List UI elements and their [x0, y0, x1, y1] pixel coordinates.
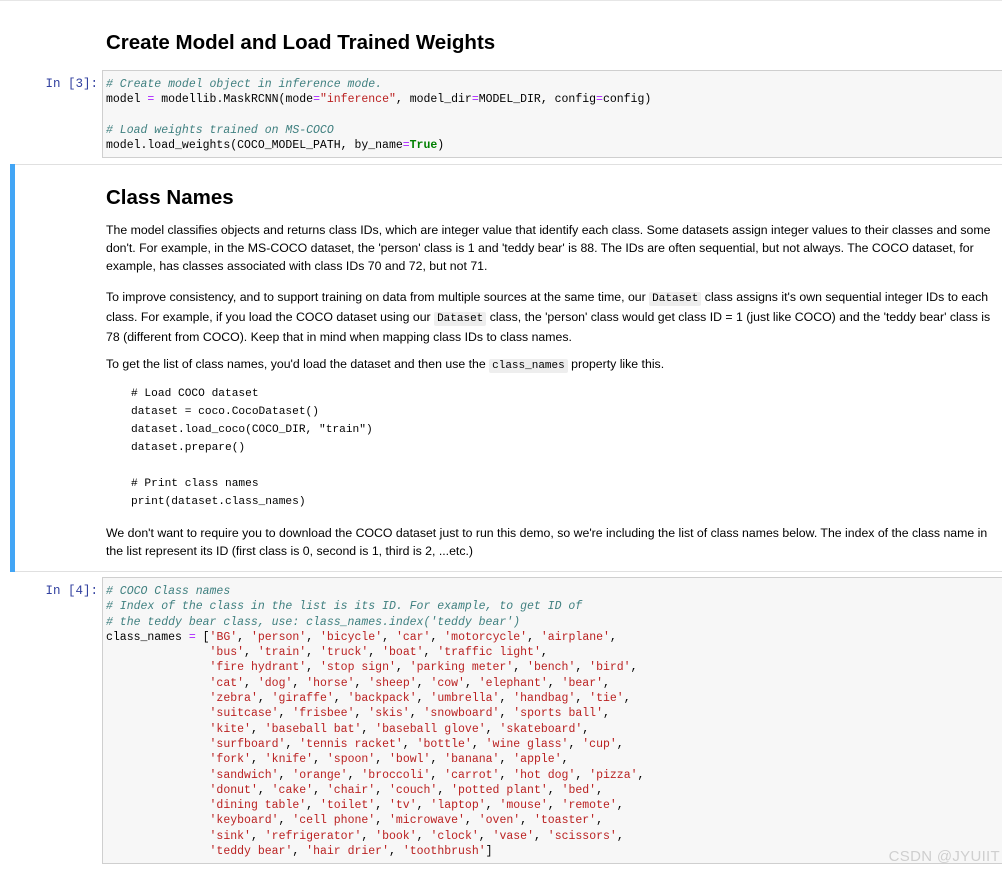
- class-name-string: 'handbag': [513, 692, 576, 706]
- class-name-string: 'teddy bear': [209, 845, 293, 859]
- class-name-string: 'remote': [561, 799, 617, 813]
- class-name-string: 'keyboard': [209, 814, 279, 828]
- class-name-string: 'carrot': [444, 768, 500, 782]
- class-name-string: 'snowboard': [423, 707, 500, 721]
- cell-prompt-3: In [3]:: [45, 77, 98, 91]
- class-name-string: 'toaster': [533, 814, 597, 828]
- class-name-string: 'sandwich': [209, 768, 279, 782]
- class-name-string: 'boat': [382, 646, 424, 660]
- code-line: 'donut', 'cake', 'chair', 'couch', 'potted plant', 'bed',: [209, 783, 610, 797]
- class-name-string: 'surfboard': [209, 737, 286, 751]
- class-name-string: 'frisbee': [292, 707, 355, 721]
- class-name-string: 'oven': [478, 814, 521, 828]
- class-name-string: 'elephant': [478, 676, 548, 690]
- code-line: 'sink', 'refrigerator', 'book', 'clock', 'vase', 'scissors',: [209, 829, 631, 843]
- code-line: 'dining table', 'toilet', 'tv', 'laptop', 'mouse', 'remote',: [209, 799, 631, 813]
- class-name-string: 'suitcase': [209, 707, 279, 721]
- class-name-string: 'person': [250, 630, 307, 644]
- code-line: 'surfboard', 'tennis racket', 'bottle', 'wine glass', 'cup',: [209, 737, 631, 751]
- class-name-string: 'bird': [589, 661, 631, 675]
- class-name-string: 'horse': [306, 676, 355, 690]
- class-name-string: 'microwave': [389, 814, 465, 828]
- class-name-string: 'stop sign': [319, 661, 396, 675]
- class-name-string: 'book': [375, 829, 417, 843]
- class-name-string: 'sink': [209, 829, 251, 843]
- cell-prompt-4: In [4]:: [45, 584, 98, 598]
- class-name-string: 'vase': [492, 829, 534, 843]
- class-name-string: 'bicycle': [320, 630, 383, 644]
- code-line: # Create model object in inference mode.: [106, 78, 383, 91]
- class-name-string: 'toilet': [319, 799, 376, 813]
- code-line: dataset = coco.CocoDataset(): [131, 406, 319, 418]
- class-name-string: 'dining table': [209, 799, 307, 813]
- class-name-string: 'refrigerator': [264, 829, 362, 843]
- class-name-string: 'umbrella': [430, 692, 500, 706]
- class-name-string: 'orange': [292, 768, 348, 782]
- paragraph-text: We don't want to require you to download the COCO dataset just to run this demo, so we're including the list of class names below. The index of the class name in the list represent its ID (first class is 0, second is 1, third is 2, ...etc.): [106, 526, 988, 559]
- code-cell-4[interactable]: [102, 577, 1002, 864]
- code-line: print(dataset.class_names): [131, 496, 306, 508]
- class-name-string: 'hot dog': [513, 768, 576, 782]
- code-line: model = modellib.MaskRCNN(mode="inference", model_dir=MODEL_DIR, config=config): [106, 93, 652, 107]
- class-name-string: 'broccoli': [361, 768, 431, 782]
- inline-code: Dataset: [434, 312, 486, 326]
- code-line: 'zebra', 'giraffe', 'backpack', 'umbrella', 'handbag', 'tie',: [209, 692, 638, 706]
- class-name-string: 'clock': [430, 829, 479, 843]
- code-line: 'bus', 'train', 'truck', 'boat', 'traffic light',: [209, 646, 555, 660]
- code-line: dataset.prepare(): [131, 442, 246, 454]
- class-name-string: 'potted plant': [451, 783, 548, 797]
- markdown-cell-class-names[interactable]: [106, 186, 996, 210]
- class-name-string: 'parking meter': [409, 661, 514, 675]
- class-name-string: 'zebra': [209, 692, 258, 706]
- paragraph: [106, 355, 996, 375]
- paragraph: [106, 524, 996, 560]
- class-name-string: 'apple': [513, 753, 562, 767]
- class-name-string: 'dog': [257, 676, 293, 690]
- code-line: # Load COCO dataset: [131, 388, 259, 400]
- class-name-string: 'baseball bat': [264, 722, 362, 736]
- class-name-string: 'bed': [561, 783, 597, 797]
- code-line: 'sandwich', 'orange', 'broccoli', 'carrot', 'hot dog', 'pizza',: [209, 768, 652, 782]
- class-name-string: 'bottle': [416, 737, 472, 751]
- code-line: # Index of the class in the list is its ID. For example, to get ID of: [106, 600, 583, 614]
- selected-cell-indicator: [10, 164, 15, 572]
- class-name-string: 'cat': [209, 676, 245, 690]
- paragraph-text: To get the list of class names, you'd load the dataset and then use the class_names property like this.: [106, 357, 665, 372]
- inline-code: class_names: [489, 359, 568, 373]
- code-line: # COCO Class names: [106, 585, 231, 598]
- class-name-string: 'fire hydrant': [209, 661, 307, 675]
- code-line: # the teddy bear class, use: class_names.index('teddy bear'): [106, 615, 521, 629]
- class-name-string: 'cup': [582, 737, 617, 751]
- code-line: 'keyboard', 'cell phone', 'microwave', 'oven', 'toaster',: [209, 814, 610, 828]
- class-name-string: 'wine glass': [485, 737, 569, 751]
- class-name-string: 'tie': [589, 692, 624, 706]
- class-name-string: 'mouse': [499, 799, 548, 813]
- code-line: # Load weights trained on MS-COCO: [106, 123, 334, 137]
- class-name-string: 'baseball glove': [375, 722, 486, 736]
- code-line: # Print class names: [131, 478, 259, 490]
- class-name-string: 'sheep': [368, 676, 417, 690]
- code-cell-3[interactable]: [102, 70, 1002, 158]
- class-name-string: 'pizza': [589, 768, 638, 782]
- section-title: Create Model and Load Trained Weights: [106, 31, 496, 54]
- class-name-string: 'skis': [368, 707, 410, 721]
- class-name-string: 'bear': [561, 676, 604, 690]
- code-line: class_names = ['BG', 'person', 'bicycle', 'car', 'motorcycle', 'airplane',: [106, 630, 624, 644]
- class-name-string: 'spoon': [326, 753, 376, 767]
- code-line: [131, 457, 373, 475]
- watermark: CSDN @JYUIIT: [888, 848, 1000, 865]
- class-name-string: 'sports ball': [513, 707, 603, 721]
- class-name-string: 'scissors': [547, 829, 617, 843]
- class-name-string: 'airplane': [540, 630, 610, 644]
- class-name-string: 'kite': [209, 722, 251, 736]
- class-name-string: 'donut': [209, 783, 258, 797]
- class-name-string: 'bowl': [389, 753, 431, 767]
- class-name-string: 'couch': [389, 783, 438, 797]
- class-name-string: 'skateboard': [499, 722, 583, 736]
- markdown-cell-section1[interactable]: [106, 31, 996, 55]
- class-name-string: 'train': [257, 646, 307, 660]
- class-name-string: 'tennis racket': [299, 737, 403, 751]
- code-line: 'fork', 'knife', 'spoon', 'bowl', 'banana', 'apple',: [209, 753, 576, 767]
- code-line: [106, 108, 1002, 123]
- paragraph-text: The model classifies objects and returns class IDs, which are integer value that identify each class. Some datasets assign integer values to their classes and some don't. For example, in the MS-COCO dataset, the 'person' class is 1 and 'teddy bear' is 88. The IDs are often sequential, but not always. The COCO dataset, for example, has classes associated with class IDs 70 and 72, but not 71.: [106, 223, 991, 274]
- class-name-string: 'fork': [209, 753, 251, 767]
- code-line: 'suitcase', 'frisbee', 'skis', 'snowboard', 'sports ball',: [209, 707, 617, 721]
- class-name-string: 'backpack': [347, 692, 417, 706]
- top-divider: [0, 0, 1002, 1]
- class-name-string: 'toothbrush': [402, 845, 486, 859]
- class-name-string: 'cow': [430, 676, 465, 690]
- section-title: Class Names: [106, 186, 234, 209]
- class-name-string: 'hair drier': [306, 845, 389, 859]
- class-name-string: 'bus': [209, 646, 245, 660]
- class-name-string: 'tv': [389, 799, 417, 813]
- paragraph: [106, 221, 996, 276]
- class-name-string: 'truck': [319, 646, 369, 660]
- inline-code: Dataset: [649, 292, 701, 306]
- class-name-string: 'laptop': [430, 799, 486, 813]
- code-example-block: [131, 385, 373, 511]
- class-name-string: 'banana': [444, 753, 500, 767]
- class-name-string: 'giraffe': [271, 692, 334, 706]
- paragraph: [106, 288, 996, 347]
- code-line: 'kite', 'baseball bat', 'baseball glove', 'skateboard',: [209, 722, 597, 736]
- code-line: 'fire hydrant', 'stop sign', 'parking meter', 'bench', 'bird',: [209, 661, 645, 675]
- class-name-string: 'traffic light': [437, 646, 541, 660]
- class-name-string: 'car': [395, 630, 431, 644]
- paragraph-text: To improve consistency, and to support training on data from multiple sources at the same time, our Dataset class assigns it's own sequential integer IDs to each class. For example, if you load the COCO dataset using our Dataset class, the 'person' class would get class ID = 1 (just like COCO) and the 'teddy bear' class is 78 (different from COCO). Keep that in mind when mapping class IDs to class names.: [106, 290, 991, 345]
- code-line: 'cat', 'dog', 'horse', 'sheep', 'cow', 'elephant', 'bear',: [209, 676, 617, 690]
- code-line: dataset.load_coco(COCO_DIR, "train"): [131, 424, 373, 436]
- class-name-string: 'chair': [326, 783, 376, 797]
- class-name-string: 'cell phone': [292, 814, 376, 828]
- class-name-string: 'cake': [271, 783, 314, 797]
- class-name-string: 'bench': [527, 661, 576, 675]
- code-line: 'teddy bear', 'hair drier', 'toothbrush']: [209, 845, 493, 859]
- class-name-string: 'BG': [209, 630, 238, 644]
- class-name-string: 'knife': [264, 753, 314, 767]
- class-names-list: [106, 630, 1002, 859]
- code-line: model.load_weights(COCO_MODEL_PATH, by_name=True): [106, 139, 445, 153]
- class-name-string: 'motorcycle': [444, 630, 528, 644]
